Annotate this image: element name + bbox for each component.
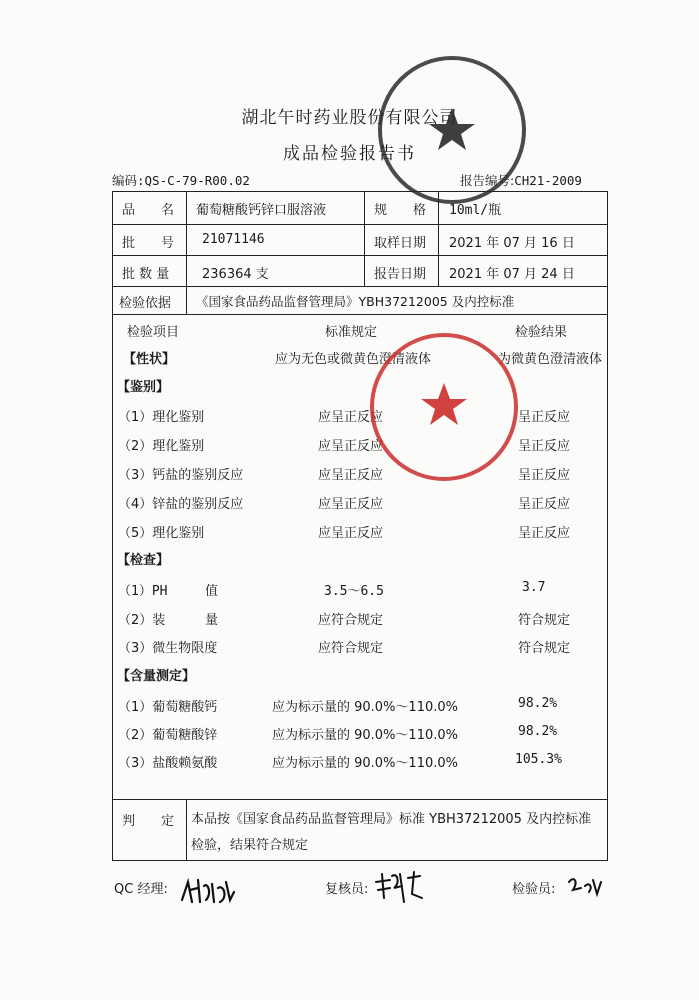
item-cell: （3）微生物限度: [118, 641, 218, 656]
standard-cell: 应呈正反应: [318, 526, 384, 541]
standard-cell: 应为标示量的 90.0%～110.0%: [272, 728, 458, 743]
result-cell: 符合规定: [518, 641, 571, 656]
sample-date-value: 2021 年 07 月 16 日: [449, 236, 575, 251]
batch-value: 21071146: [202, 232, 265, 247]
result-cell: 呈正反应: [518, 497, 571, 512]
product-label: 品 名: [122, 203, 175, 218]
standard-cell: 应呈正反应: [318, 468, 384, 483]
item-cell: （5）理化鉴别: [118, 526, 205, 541]
supplier-stamp: [364, 327, 524, 487]
result-cell: 98.2%: [518, 696, 558, 711]
qc-manager-label: QC 经理:: [114, 882, 168, 897]
standard-cell: 应为标示量的 90.0%～110.0%: [272, 756, 458, 771]
basis-label: 检验依据: [119, 296, 172, 311]
section-assay: 【含量测定】: [117, 669, 196, 684]
report-date-label: 报告日期: [374, 267, 427, 282]
spec-label: 规 格: [374, 203, 427, 218]
result-cell: 呈正反应: [518, 526, 571, 541]
section-inspection: 【检查】: [117, 553, 170, 568]
qc-signature: [178, 872, 238, 908]
inspector-label: 检验员:: [512, 882, 556, 897]
quantity-label: 批 数 量: [122, 267, 170, 282]
batch-label: 批 号: [122, 236, 175, 251]
basis-value: 《国家食品药品监督管理局》YBH37212005 及内控标准: [196, 294, 515, 309]
header-standard: 标准规定: [325, 325, 378, 340]
standard-cell: 应呈正反应: [318, 439, 384, 454]
reviewer-signature: [372, 868, 432, 908]
result-cell: 呈正反应: [518, 439, 571, 454]
reviewer-label: 复核员:: [325, 882, 369, 897]
code-value: QS-C-79-R00.02: [144, 173, 250, 188]
item-cell: （1）葡萄糖酸钙: [118, 700, 218, 715]
section-identification: 【鉴别】: [117, 380, 170, 395]
standard-cell: 应符合规定: [318, 613, 384, 628]
result-cell: 98.2%: [518, 724, 558, 739]
report-no-label: 报告编号:: [460, 173, 515, 188]
result-cell: 符合规定: [518, 613, 571, 628]
header-item: 检验项目: [127, 325, 180, 340]
col-divider: [186, 799, 187, 861]
col-divider: [186, 191, 187, 286]
judgement-text: 本品按《国家食品药品监督管理局》标准 YBH37212005 及内控标准检验，结果符合规定: [191, 812, 592, 853]
item-cell: （2）理化鉴别: [118, 439, 205, 454]
standard-cell: 应为无色或微黄色澄清液体: [275, 352, 432, 367]
standard-cell: 应为标示量的 90.0%～110.0%: [272, 700, 458, 715]
col-divider: [364, 191, 365, 286]
product-value: 葡萄糖酸钙锌口服溶液: [196, 203, 327, 218]
result-cell: 呈正反应: [518, 468, 571, 483]
document-code: [112, 171, 250, 189]
standard-cell: 应呈正反应: [318, 410, 384, 425]
item-cell: （3）钙盐的鉴别反应: [118, 468, 244, 483]
result-cell: 呈正反应: [518, 410, 571, 425]
company-stamp: [372, 50, 532, 210]
result-cell: 3.7: [522, 580, 546, 595]
report-no-value: CH21-2009: [514, 173, 582, 188]
report-date-value: 2021 年 07 月 24 日: [449, 267, 575, 282]
item-cell: （4）锌盐的鉴别反应: [118, 497, 244, 512]
item-cell-suffix: 值: [205, 584, 219, 599]
row-divider: [112, 314, 608, 315]
judgement-label: 判 定: [122, 814, 175, 829]
standard-cell: 应呈正反应: [318, 497, 384, 512]
report-title: 成品检验报告书: [283, 144, 416, 164]
col-divider: [186, 286, 187, 314]
item-cell: （1）理化鉴别: [118, 410, 205, 425]
standard-cell: 3.5～6.5: [324, 584, 384, 599]
item-cell: （2）装: [118, 613, 166, 628]
result-cell: 105.3%: [515, 752, 562, 767]
sample-date-label: 取样日期: [374, 236, 427, 251]
section-appearance: 【性状】: [123, 352, 176, 367]
header-result: 检验结果: [515, 325, 568, 340]
spec-value: 10ml/瓶: [449, 203, 502, 218]
quantity-value: 236364 支: [202, 267, 269, 282]
inspector-signature: [565, 872, 605, 902]
standard-cell: 应符合规定: [318, 641, 384, 656]
item-cell: （2）葡萄糖酸锌: [118, 728, 218, 743]
item-cell: （3）盐酸赖氨酸: [118, 756, 218, 771]
item-cell: （1）PH: [118, 584, 168, 599]
item-cell-suffix: 量: [205, 613, 219, 628]
company-name: 湖北午时药业股份有限公司: [241, 108, 458, 128]
code-label: 编码:: [112, 173, 145, 188]
result-cell: 为微黄色澄清液体: [498, 352, 603, 367]
